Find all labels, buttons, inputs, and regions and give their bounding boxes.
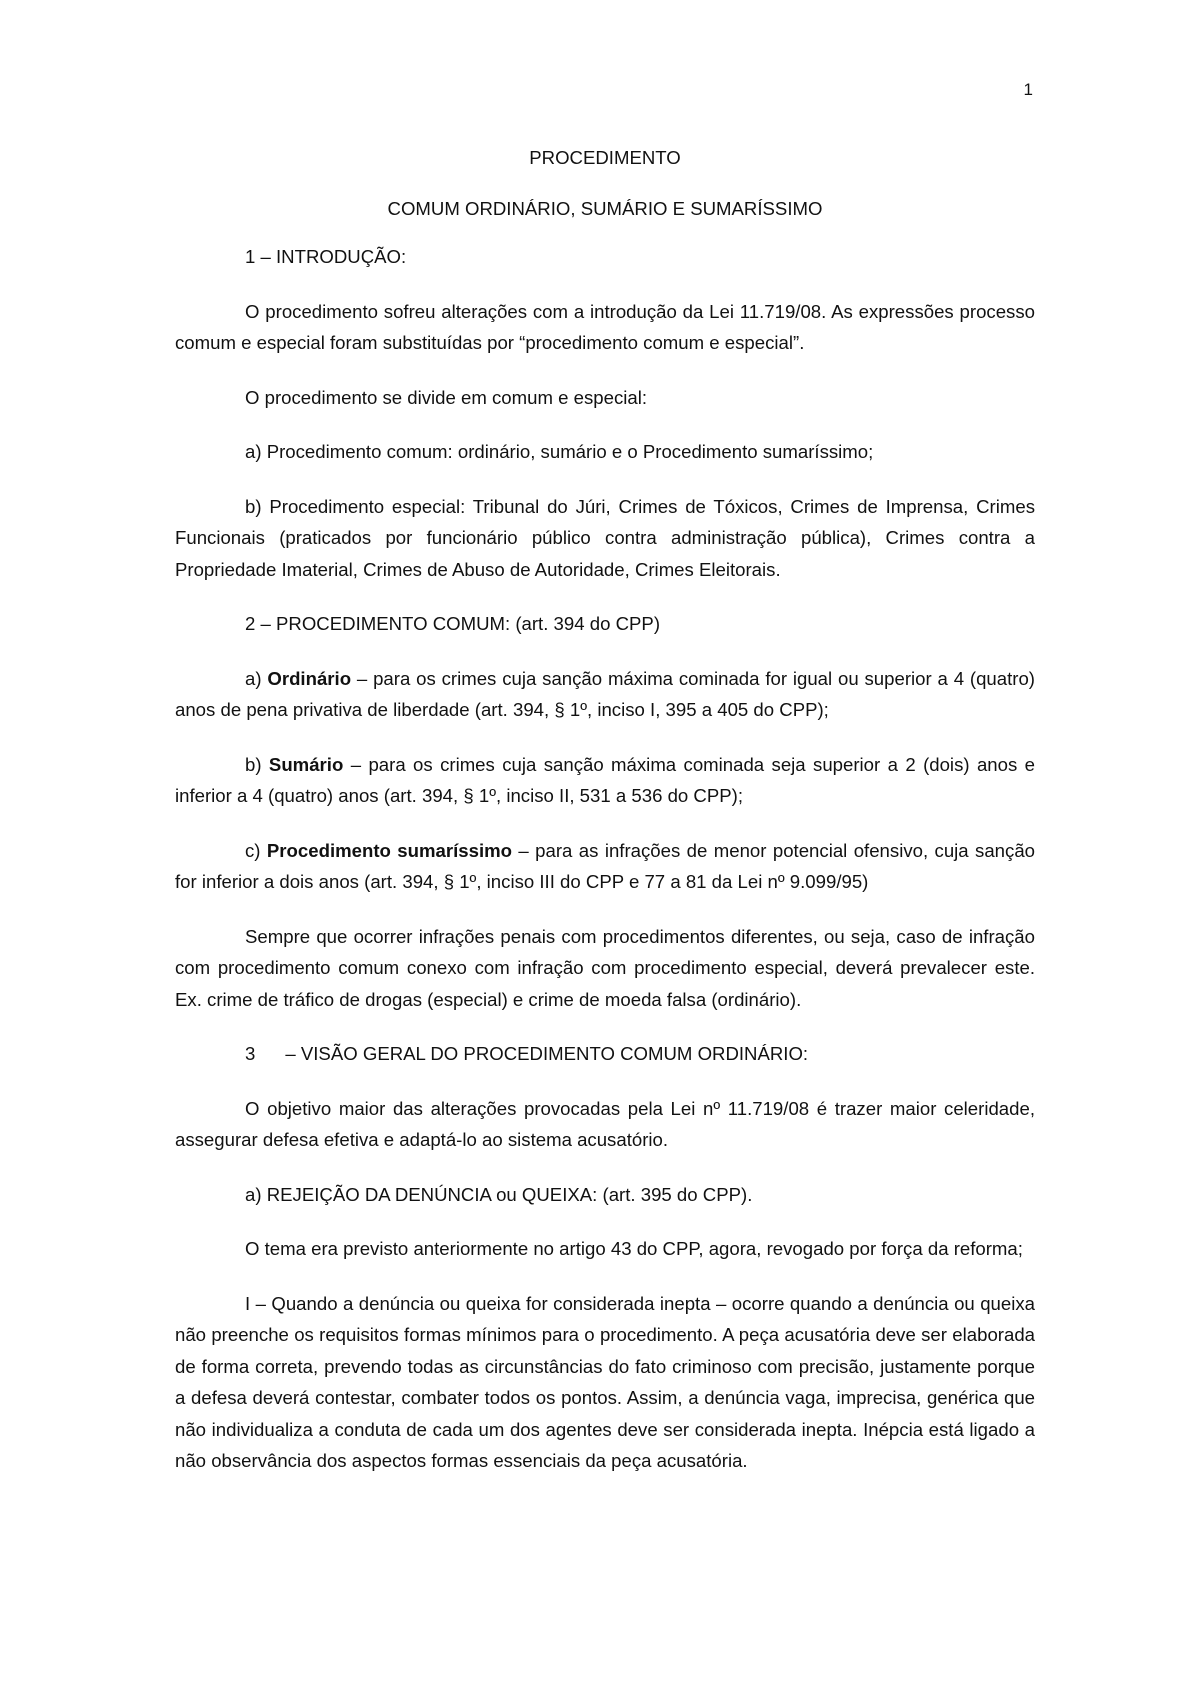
item-prefix: c)	[245, 839, 267, 861]
paragraph-visao-2: O tema era previsto anteriormente no artigo 43 do CPP, agora, revogado por força da reforma;	[245, 1238, 1023, 1259]
paragraph-visao-3: I – Quando a denúncia ou queixa for considerada inepta – ocorre quando a denúncia ou queixa não preenche os requisitos formas mínimos para o procedimento. A peça acusatória deve ser elaborada de forma correta, prevendo todas as circunstâncias do fato criminoso com precisão, justamente porque a defesa deverá contestar, combater todos os pontos. Assim, a denúncia vaga, imprecisa, genérica que não individualiza a conduta de cada um dos agentes deve ser considerada inepta. Inépcia está ligado a não observância dos aspectos formas essenciais da peça acusatória.	[175, 1292, 1035, 1471]
list-item-ordinario	[175, 663, 1035, 726]
list-item-procedimento-comum: a) Procedimento comum: ordinário, sumário e o Procedimento sumaríssimo;	[245, 441, 874, 462]
paragraph-sempre: Sempre que ocorrer infrações penais com procedimentos diferentes, ou seja, caso de infração com procedimento comum conexo com infração com procedimento especial, deverá prevalecer este. Ex. crime de tráfico de drogas (especial) e crime de moeda falsa (ordinário).	[175, 925, 1035, 1010]
list-item-rejeicao: a) REJEIÇÃO DA DENÚNCIA ou QUEIXA: (art. 395 do CPP).	[245, 1183, 753, 1205]
section-heading-visao-geral	[175, 1038, 1035, 1070]
section-heading-procedimento-comum: 2 – PROCEDIMENTO COMUM: (art. 394 do CPP)	[245, 613, 661, 634]
item-text: – para as infrações de menor potencial ofensivo, cuja sanção for inferior a dois anos (art. 394, § 1º, inciso III do CPP e 77 a 81 da Lei nº 9.099/95)	[175, 839, 1036, 892]
item-text: – para os crimes cuja sanção máxima cominada for igual ou superior a 4 (quatro) anos de pena privativa de liberdade (art. 394, § 1º, inciso I, 395 a 405 do CPP);	[175, 667, 1035, 720]
item-prefix: b)	[245, 753, 269, 775]
section-heading-introducao: 1 – INTRODUÇÃO:	[245, 246, 407, 267]
paragraph-intro-1: O procedimento sofreu alterações com a introdução da Lei 11.719/08. As expressões processo comum e especial foram substituídas por “procedimento comum e especial”.	[175, 300, 1035, 353]
paragraph-intro-2: O procedimento se divide em comum e especial:	[245, 386, 648, 408]
item-term-sumario: Sumário	[268, 753, 344, 775]
heading-text: – VISÃO GERAL DO PROCEDIMENTO COMUM ORDINÁRIO:	[285, 1043, 809, 1064]
heading-number: 3	[245, 1043, 256, 1064]
list-item-sumarissimo	[175, 835, 1035, 898]
list-item-procedimento-especial: b) Procedimento especial: Tribunal do Júri, Crimes de Tóxicos, Crimes de Imprensa, Crimes Funcionais (praticados por funcionário público contra administração pública), Crimes contra a Propriedade Imaterial, Crimes de Abuso de Autoridade, Crimes Eleitorais.	[175, 495, 1035, 580]
document-subtitle: COMUM ORDINÁRIO, SUMÁRIO E SUMARÍSSIMO	[387, 197, 823, 219]
item-term-ordinario: Ordinário	[267, 667, 352, 689]
page-number: 1	[1023, 80, 1033, 99]
list-item-sumario	[175, 749, 1035, 812]
item-prefix: a)	[245, 667, 268, 689]
item-text: – para os crimes cuja sanção máxima cominada seja superior a 2 (dois) anos e inferior a 4 (quatro) anos (art. 394, § 1º, inciso II, 531 a 536 do CPP);	[175, 753, 1035, 806]
item-term-sumarissimo: Procedimento sumaríssimo	[266, 839, 513, 861]
document-title: PROCEDIMENTO	[529, 147, 681, 168]
document-body	[175, 142, 1035, 1500]
paragraph-visao-1: O objetivo maior das alterações provocadas pela Lei nº 11.719/08 é trazer maior celeridade, assegurar defesa efetiva e adaptá-lo ao sistema acusatório.	[175, 1097, 1035, 1150]
